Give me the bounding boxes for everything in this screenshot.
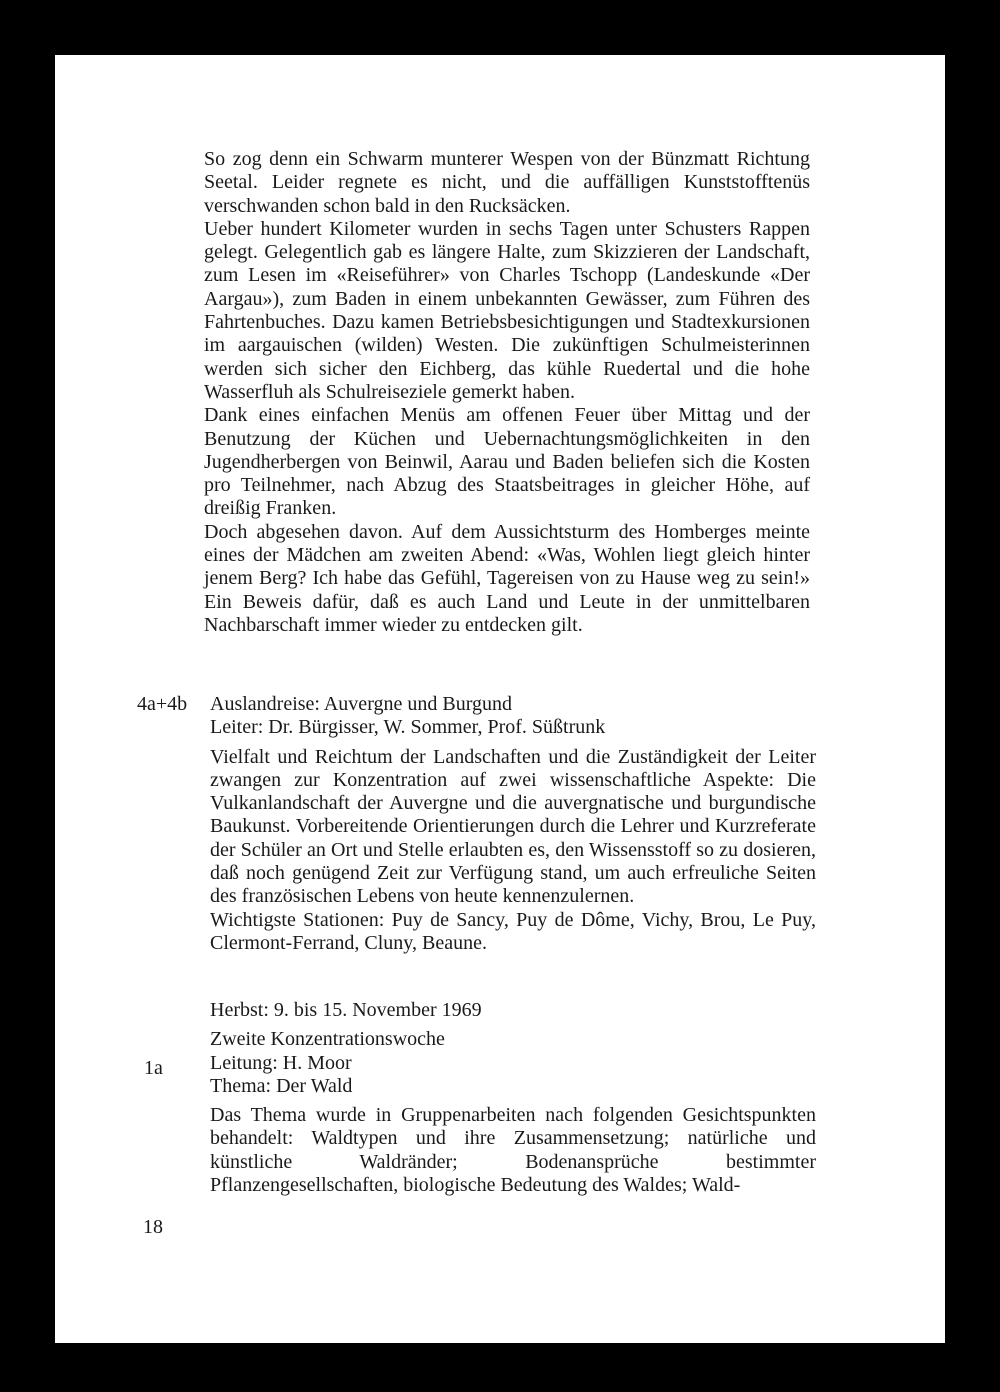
intro-paragraph-4: Doch abgesehen davon. Auf dem Aussichtsturm des Homberges meinte eines der Mädchen am zweiten Abend: «Was, Wohlen liegt gleich hinter jenem Berg? Ich habe das Gefühl, Tagereisen von zu Hause weg zu sein!» Ein Beweis dafür, daß es auch Land und Leute in der unmittelbaren Nachbarschaft immer wieder zu entdecken gilt. — [204, 520, 810, 636]
document-page — [55, 55, 945, 1343]
section-label-1a: 1a — [144, 1057, 163, 1079]
intro-paragraph-2: Ueber hundert Kilometer wurden in sechs Tagen unter Schusters Rappen gelegt. Gelegentlich gab es längere Halte, zum Skizzieren der Landschaft, zum Lesen im «Reiseführer» von Charles Tschopp (Landeskunde «Der Aargau»), zum Baden in einem unbekannten Gewässer, zum Führen des Fahrtenbuches. Dazu kamen Betriebsbesichtigungen und Stadtexkursionen im aargauischen (wilden) Westen. Die zukünftigen Schulmeisterinnen werden sich sicher den Eichberg, das kühle Ruedertal und die hohe Wasserfluh als Schulreiseziele gemerkt haben. — [204, 217, 810, 403]
herbst-leitung: Leitung: H. Moor — [210, 1051, 352, 1074]
herbst-subtitle: Zweite Konzentrationswoche — [210, 1028, 445, 1051]
intro-paragraph-3: Dank eines einfachen Menüs am offenen Feuer über Mittag und der Benutzung der Küchen und Uebernachtungsmöglichkeiten in den Jugendherbergen von Beinwil, Aarau und Baden beliefen sich die Kosten pro Teilnehmer, nach Abzug des Staatsbeitrages in gleicher Höhe, auf dreißig Franken. — [204, 404, 810, 520]
herbst-paragraph: Das Thema wurde in Gruppenarbeiten nach folgenden Gesichtspunkten behandelt: Waldtypen und ihre Zusammensetzung; natürliche und künstliche Waldränder; Bodenansprüche bestimmter Pflanzengesellschaften, biologische Bedeutung des Waldes; Wald- — [210, 1104, 816, 1197]
section-4ab — [210, 693, 816, 955]
section-label-4ab: 4a+4b — [137, 693, 188, 715]
intro-text — [204, 148, 810, 637]
section-4ab-title: Auslandreise: Auvergne und Burgund — [210, 693, 513, 715]
herbst-date: Herbst: 9. bis 15. November 1969 — [210, 999, 482, 1021]
section-4ab-paragraph-1: Vielfalt und Reichtum der Landschaften und die Zuständigkeit der Leiter zwangen zur Konzentration auf zwei wissenschaftliche Aspekte: Die Vulkanlandschaft der Auvergne und die auvergnatische und burgundische Baukunst. Vorbereitende Orientierungen durch die Lehrer und Kurzreferate der Schüler an Ort und Stelle erlaubten es, den Wissensstoff so zu dosieren, daß noch genügend Zeit zur Verfügung stand, um auch erfreuliche Seiten des französischen Lebens von heute kennenzulernen. — [210, 745, 816, 908]
section-herbst — [210, 999, 816, 1197]
page-number: 18 — [143, 1216, 163, 1238]
section-4ab-paragraph-2: Wichtigste Stationen: Puy de Sancy, Puy de Dôme, Vichy, Brou, Le Puy, Clermont-Ferrand, Cluny, Beaune. — [210, 908, 816, 954]
intro-paragraph-1: So zog denn ein Schwarm munterer Wespen von der Bünzmatt Richtung Seetal. Leider regnete es nicht, und die auffälligen Kunststofftenüs verschwanden schon bald in den Rucksäcken. — [204, 148, 810, 217]
herbst-thema: Thema: Der Wald — [210, 1074, 353, 1097]
section-4ab-leaders: Leiter: Dr. Bürgisser, W. Sommer, Prof. Süßtrunk — [210, 716, 606, 739]
